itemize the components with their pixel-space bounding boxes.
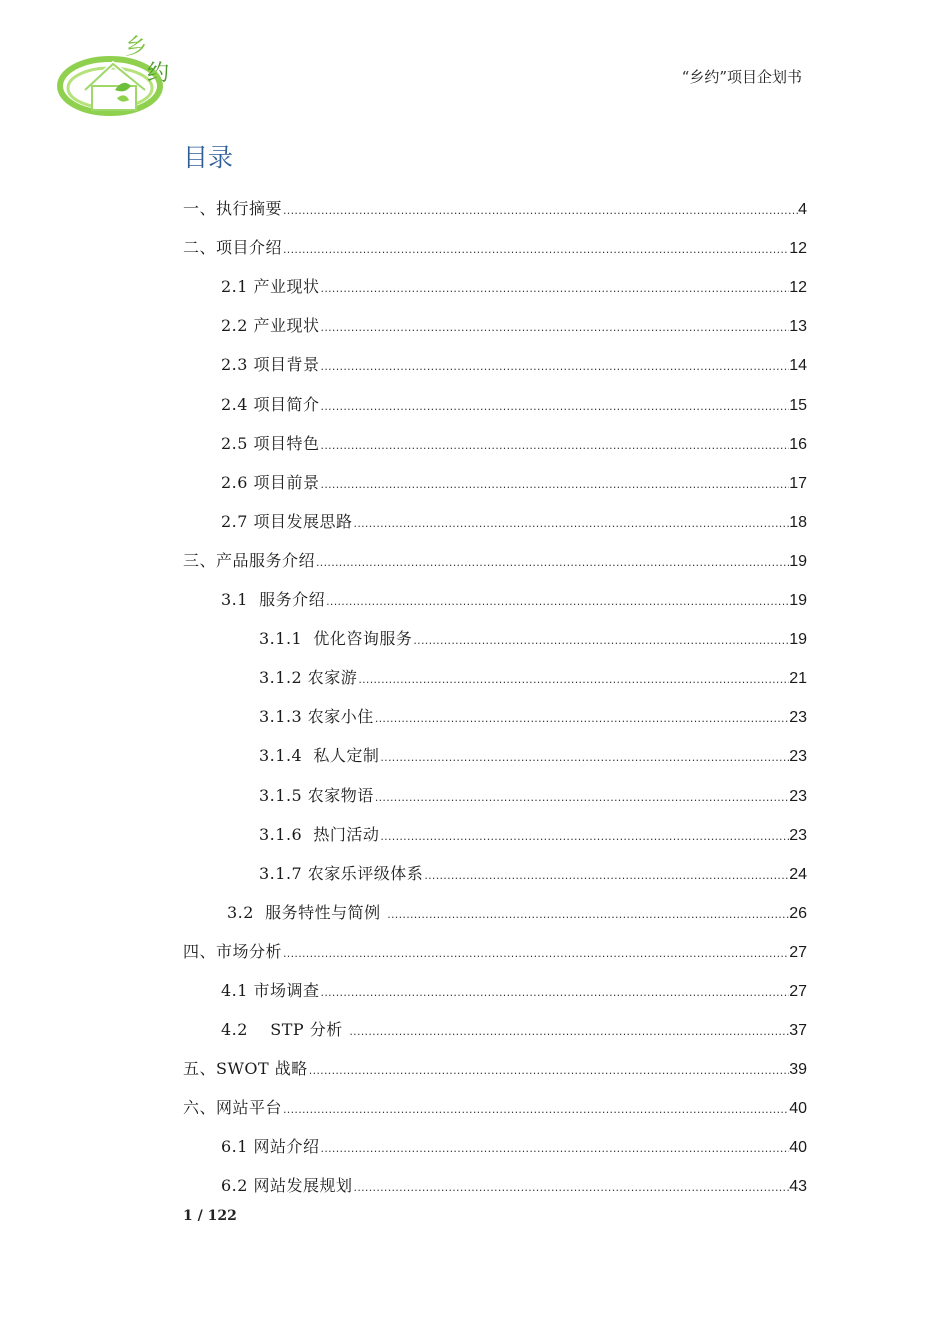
toc-entry-page: 19 (789, 631, 807, 649)
toc-entry[interactable] (183, 1046, 807, 1085)
toc-entry[interactable] (183, 342, 807, 381)
toc-entry[interactable] (183, 1163, 807, 1202)
toc-heading: 目录 (183, 143, 234, 172)
logo (55, 28, 185, 123)
toc-entry[interactable] (183, 499, 807, 538)
toc-entry-label: 3.1.5 农家物语 (259, 785, 374, 805)
toc-entry-label: 2.3 项目背景 (221, 355, 320, 375)
toc-entry-label: 四、市场分析 (183, 941, 283, 961)
toc-entry-page: 13 (789, 318, 807, 336)
toc-leader-dots (379, 750, 789, 766)
toc-entry-page: 17 (789, 474, 807, 492)
toc-entry[interactable] (183, 577, 807, 616)
toc-leader-dots (348, 1024, 789, 1040)
logo-char-2: 约 (147, 61, 170, 86)
toc-entry[interactable] (183, 264, 807, 303)
toc-entry[interactable] (183, 733, 807, 772)
toc-leader-dots (325, 594, 789, 610)
toc-entry[interactable] (183, 851, 807, 890)
toc-entry[interactable] (183, 381, 807, 420)
toc-entry-label: 二、项目介绍 (183, 238, 283, 258)
toc-leader-dots (282, 946, 789, 962)
toc-leader-dots (320, 281, 790, 297)
toc-leader-dots (423, 868, 789, 884)
toc-entry[interactable] (183, 655, 807, 694)
toc-entry-label: 3.1.4 私人定制 (259, 746, 380, 766)
toc-entry-label: 3.1.6 热门活动 (259, 824, 380, 844)
toc-entry-page: 15 (789, 396, 807, 414)
toc-entry[interactable] (183, 1007, 807, 1046)
table-of-contents (183, 186, 807, 1202)
logo-char-1: 乡 (125, 35, 148, 60)
toc-entry[interactable] (183, 968, 807, 1007)
toc-entry-page: 23 (789, 748, 807, 766)
toc-entry-page: 23 (789, 826, 807, 844)
toc-entry-page: 27 (789, 943, 807, 961)
toc-entry-label: 6.1 网站介绍 (221, 1137, 320, 1157)
toc-entry[interactable] (183, 421, 807, 460)
toc-entry[interactable] (183, 890, 807, 929)
toc-entry[interactable] (183, 538, 807, 577)
page-indicator: 1 / 122 (183, 1208, 237, 1224)
toc-entry-label: 六、网站平台 (183, 1098, 283, 1118)
toc-entry-label: 3.1.1 优化咨询服务 (259, 629, 413, 649)
toc-leader-dots (353, 1180, 790, 1196)
toc-entry-label: 6.2 网站发展规划 (221, 1176, 353, 1196)
toc-entry-label: 2.1 产业现状 (221, 277, 320, 297)
toc-leader-dots (282, 242, 789, 258)
toc-entry-label: 3.1 服务介绍 (221, 590, 326, 610)
toc-entry-label: 4.1 市场调查 (221, 980, 320, 1000)
toc-leader-dots (282, 1102, 789, 1118)
document-header-title: “乡约”项目企划书 (681, 68, 802, 86)
toc-leader-dots (320, 359, 790, 375)
toc-leader-dots (320, 1141, 790, 1157)
toc-leader-dots (320, 985, 790, 1001)
toc-entry-page: 23 (789, 787, 807, 805)
toc-entry[interactable] (183, 694, 807, 733)
toc-entry-label: 3.1.3 农家小住 (259, 707, 374, 727)
toc-entry-label: 五、SWOT 战略 (183, 1059, 308, 1079)
toc-entry-label: 三、产品服务介绍 (183, 550, 316, 570)
toc-entry[interactable] (183, 460, 807, 499)
toc-entry[interactable] (183, 303, 807, 342)
toc-entry[interactable] (183, 616, 807, 655)
toc-leader-dots (374, 711, 789, 727)
toc-leader-dots (357, 672, 789, 688)
toc-leader-dots (320, 399, 790, 415)
toc-leader-dots (320, 320, 790, 336)
toc-entry-page: 18 (789, 513, 807, 531)
toc-entry-page: 39 (789, 1061, 807, 1079)
toc-entry-page: 19 (789, 592, 807, 610)
toc-entry-page: 16 (789, 435, 807, 453)
toc-leader-dots (282, 203, 798, 219)
toc-entry-page: 19 (789, 552, 807, 570)
toc-entry-label: 3.1.7 农家乐评级体系 (259, 863, 424, 883)
toc-entry-label: 2.5 项目特色 (221, 433, 320, 453)
toc-entry-label: 2.6 项目前景 (221, 472, 320, 492)
toc-entry[interactable] (183, 929, 807, 968)
toc-leader-dots (379, 829, 789, 845)
toc-entry-page: 4 (798, 201, 807, 219)
toc-entry-label: 2.7 项目发展思路 (221, 511, 353, 531)
toc-entry-page: 26 (789, 904, 807, 922)
toc-entry-page: 40 (789, 1139, 807, 1157)
toc-entry[interactable] (183, 186, 807, 225)
toc-entry-label: 4.2 STP 分析 (221, 1020, 349, 1040)
toc-entry[interactable] (183, 812, 807, 851)
toc-entry-page: 37 (789, 1022, 807, 1040)
toc-leader-dots (374, 790, 789, 806)
toc-entry-label: 3.2 服务特性与简例 (227, 902, 387, 922)
toc-entry-page: 14 (789, 357, 807, 375)
toc-entry[interactable] (183, 772, 807, 811)
toc-leader-dots (308, 1063, 789, 1079)
toc-entry-page: 12 (789, 240, 807, 258)
toc-entry-page: 27 (789, 982, 807, 1000)
toc-entry-page: 21 (789, 670, 807, 688)
toc-leader-dots (386, 907, 789, 923)
toc-leader-dots (412, 633, 789, 649)
toc-entry-page: 40 (789, 1100, 807, 1118)
toc-leader-dots (320, 477, 790, 493)
toc-entry[interactable] (183, 225, 807, 264)
toc-entry-page: 24 (789, 865, 807, 883)
toc-entry[interactable] (183, 1085, 807, 1124)
toc-leader-dots (320, 438, 790, 454)
toc-entry-label: 2.2 产业现状 (221, 316, 320, 336)
toc-entry-page: 23 (789, 709, 807, 727)
toc-entry-label: 一、执行摘要 (183, 199, 283, 219)
house-logo-icon (55, 28, 185, 123)
toc-entry-label: 2.4 项目简介 (221, 394, 320, 414)
toc-entry-page: 12 (789, 279, 807, 297)
toc-entry-label: 3.1.2 农家游 (259, 668, 358, 688)
toc-leader-dots (315, 555, 789, 571)
toc-entry-page: 43 (789, 1178, 807, 1196)
toc-leader-dots (353, 516, 790, 532)
toc-entry[interactable] (183, 1124, 807, 1163)
